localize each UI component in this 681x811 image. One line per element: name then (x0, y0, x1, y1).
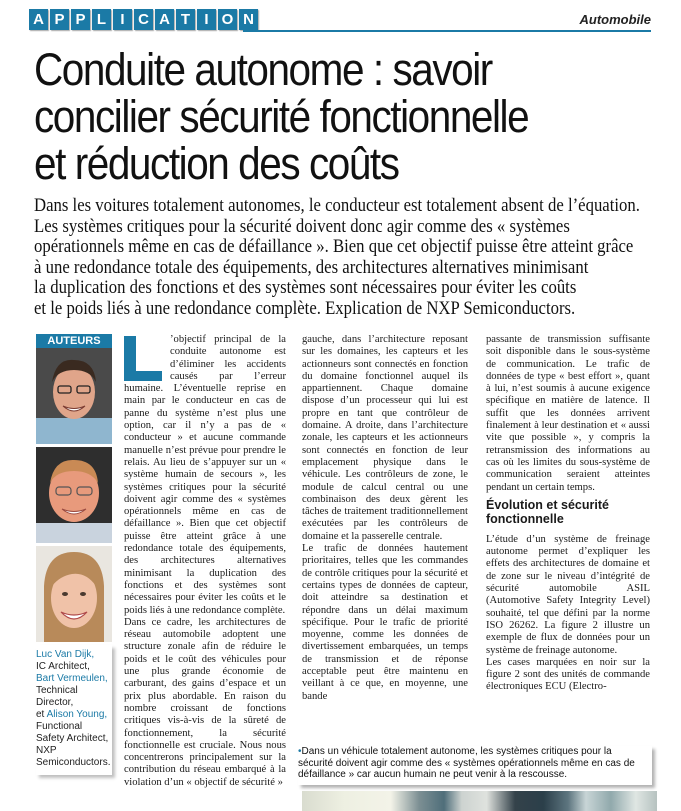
badge-letter: N (239, 9, 258, 30)
badge-letter: C (134, 9, 153, 30)
author-company: NXP Semiconductors. (36, 745, 111, 768)
body-column-3 (486, 334, 650, 694)
badge-letter: I (197, 9, 216, 30)
authors-box (34, 334, 112, 775)
badge-letter: P (50, 9, 69, 30)
lead-line: Dans les voitures totalement autonomes, le conducteur est totalement absent de l’équation. (34, 195, 640, 216)
title-line: et réduction des coûts (34, 138, 399, 189)
section-subheading: Évolution et sécurité fonctionnelle (486, 497, 609, 526)
author-photo-bart-vermeulen (36, 447, 112, 543)
article-photo (302, 791, 657, 811)
body-paragraph: Le trafic de données hautement prioritaires, telles que les commandes de contrôle critiques pour la sécurité et certains types de données de capteur, doit atteindre sa destination et répondre dans un délai maximum spécifique. Pour le trafic de priorité moyenne, comme les données de divertissement embarquées, un temps de transmission et de réponse acceptable peut être maintenu en veillant à ce que, en moyenne, une bande (302, 543, 468, 702)
application-badge (29, 9, 258, 30)
lead-line: opérationnels même en cas de défaillance ». Bien que cet objectif puisse être atteint grâce (34, 236, 634, 257)
author-role: IC Architect, (36, 661, 90, 672)
author-role: Technical Director, (36, 685, 78, 708)
caption-bullet: • (298, 746, 302, 757)
title-line: concilier sécurité fonctionnelle (34, 91, 529, 142)
body-paragraph: L’étude d’un système de freinage autonome permet d’expliquer les effets des architectures de domaine et de zone sur le niveau d’intégrité de sécurité automobile ASIL (Automotive Safety Integrity Level) souhaité, tel que défini par la norme ISO 26262. La figure 2 illustre un exemple de flux de données pour un système de freinage autonome. (486, 533, 650, 656)
author-photo-alison-young (36, 546, 112, 642)
lead-line: et le poids liés à une redondance complète. Explication de NXP Semiconductors. (34, 297, 576, 319)
lead-line: Les systèmes critiques pour la sécurité doivent donc agir comme des « systèmes (34, 215, 570, 237)
badge-letter: I (113, 9, 132, 30)
badge-letter: O (218, 9, 237, 30)
body-column-1 (124, 334, 286, 789)
authors-credits (36, 645, 112, 775)
body-column-2 (302, 334, 468, 703)
body-paragraph: ’objectif principal de la conduite autonome est d’éliminer les accidents causés par l’erreur humaine. L’éventuelle reprise en main par le conducteur en cas de panne du système n’est plus une option, car il n’y a pas de « conducteur » et aucune commande manuelle n’est prévue pour prendre le relais. Au lieu de s’appuyer sur un « système humain de secours », les systèmes critiques pour la sécurité doivent agir comme des « systèmes opérationnels même en cas de défaillance ». Bien que cet objectif puisse être atteint grâce à une redondance totale des équipements, des architectures alternatives minimisant la duplication des fonctions et des systèmes sont nécessaires pour éviter les coûts et le poids liés à une redondance complète. (124, 334, 286, 616)
lead-line: à une redondance totale des équipements, des architectures alternatives minimisant (34, 256, 589, 278)
header-rule (243, 30, 651, 32)
badge-letter: A (29, 9, 48, 30)
author-name: Luc Van Dijk, (36, 649, 95, 660)
title-line: Conduite autonome : savoir (34, 44, 492, 95)
author-name: Bart Vermeulen, (36, 673, 108, 684)
lead-line: la duplication des fonctions et des systèmes sont nécessaires pour éviter les coûts (34, 277, 577, 298)
drop-cap-l (124, 336, 162, 381)
badge-letter: T (176, 9, 195, 30)
body-paragraph: gauche, dans l’architecture reposant sur les domaines, les capteurs et les actionneurs sont connectés en fonction du domaine fonctionnel auquel ils appartiennent. Chaque domaine dispose d’un processeur qui lui est propre en tant que contrôleur de domaine. A droite, dans l’architecture zonale, les capteurs et les actionneurs sont connectés en fonction de leur emplacement physique dans le véhicule. Les contrôleurs de zone, le module de calcul central ou une combinaison des deux gèrent les tâches de traitement traditionnellement exécutées par les contrôleurs de domaine et la passerelle centrale. (302, 334, 468, 542)
section-label: Automobile (579, 12, 651, 27)
author-name: Alison Young, (46, 709, 108, 720)
badge-letter: P (71, 9, 90, 30)
body-paragraph: passante de transmission suffisante soit disponible dans le sous-système de communication. Le trafic de données de type « best effort », quant à lui, n’est soumis à aucune exigence spécifique en matière de latence. Il suffit que les données arrivent finalement à leur destination et « aussi vite que possible », y compris la retransmission des informations au cas où les limites du sous-système de communication seraient atteintes pendant un certain temps. (486, 334, 650, 493)
author-photo-luc-van-dijk (36, 348, 112, 444)
section-header (29, 9, 651, 31)
article-title (34, 46, 601, 187)
author-role: Functional Safety Architect, (36, 721, 109, 744)
photo-caption (298, 746, 652, 785)
body-paragraph: Dans ce cadre, les architectures de réseau automobile adoptent une structure zonale afin de réduire le poids et le coût des véhicules pour une plus grande économie de carburant, des gains d’espace et un prix plus abordable. En raison du nombre croissant de fonctions critiques vis-à-vis de la sûreté de fonctionnement, la sécurité fonctionnelle est cruciale. Nous nous concentrerons principalement sur la contribution du réseau embarqué à la violation d’un « objectif de sécurité » (124, 616, 286, 788)
badge-letter: A (155, 9, 174, 30)
author-conjunction: et (36, 709, 45, 720)
authors-label: AUTEURS (36, 334, 112, 348)
article-lead (34, 196, 650, 319)
body-paragraph: Les cases marquées en noir sur la figure 2 sont des unités de commande électroniques ECU (Electro- (486, 656, 650, 693)
badge-letter: L (92, 9, 111, 30)
caption-text: Dans un véhicule totalement autonome, les systèmes critiques pour la sécurité doivent agir comme des « systèmes opérationnels même en cas de défaillance » car aucun humain ne peut venir à la rescousse. (298, 746, 635, 781)
